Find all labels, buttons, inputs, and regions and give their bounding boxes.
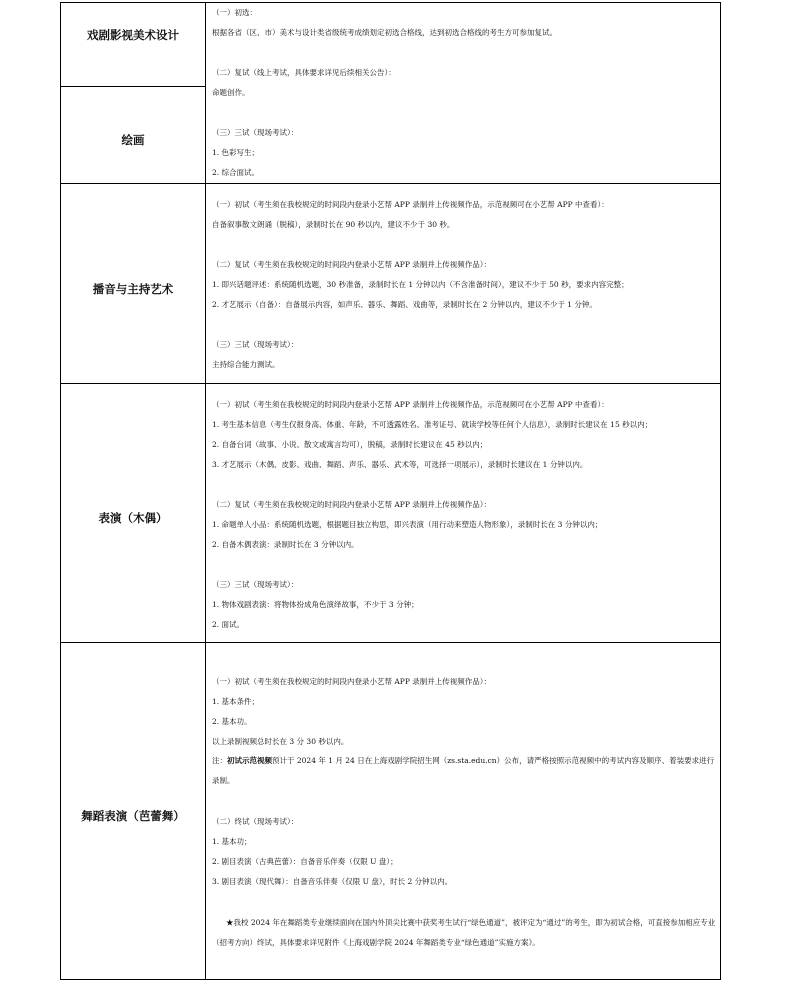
requirement-line: （一）初试（考生须在我校规定的时间段内登录小艺帮 APP 录制并上传视频作品，示范视频可在小艺帮 APP 中查看）： <box>212 200 609 209</box>
major-name-painting: 绘画 <box>121 133 145 147</box>
requirement-line: 3. 才艺展示（木偶、皮影、戏曲、舞蹈、声乐、器乐、武术等，可选择一项展示），录制时长建议在 1 分钟以内。 <box>212 460 588 469</box>
requirement-line: （三）三试（现场考试）： <box>212 340 299 349</box>
row-divider <box>61 183 720 184</box>
row-divider <box>61 86 206 87</box>
requirement-line: （一）初选： <box>212 8 257 17</box>
major-name-puppetry: 表演（木偶） <box>98 511 168 525</box>
requirement-line: （一）初试（考生须在我校规定的时间段内登录小艺帮 APP 录制并上传视频作品）： <box>212 677 492 686</box>
requirement-line: （二）复试（线上考试，具体要求详见后续相关公告）： <box>212 68 396 77</box>
note-prefix: 注： <box>212 756 227 765</box>
requirement-line: 1. 即兴话题评述：系统随机选题，30 秒准备，录制时长在 1 分钟以内（不含准备时间），建议不少于 50 秒，要求内容完整； <box>212 280 629 289</box>
note-emphasis: 初试示范视频 <box>227 756 272 765</box>
row-divider <box>61 383 720 384</box>
requirement-line: 2. 面试。 <box>212 620 245 629</box>
requirement-line: 1. 命题单人小品：系统随机选题，根据题目独立构思，即兴表演（用行动来塑造人物形象），录制时长在 3 分钟以内； <box>212 520 603 529</box>
requirement-line: （二）复试（考生须在我校规定的时间段内登录小艺帮 APP 录制并上传视频作品）： <box>212 500 492 509</box>
requirement-line: 1. 基本功； <box>212 837 252 846</box>
requirement-line: 2. 自备木偶表演：录制时长在 3 分钟以内。 <box>212 540 359 549</box>
requirement-line: 3. 剧目表演（现代舞）：自备音乐伴奏（仅限 U 盘），时长 2 分钟以内。 <box>212 877 453 886</box>
requirement-line: （三）三试（现场考试）： <box>212 128 299 137</box>
major-name-ballet: 舞蹈表演（芭蕾舞） <box>81 809 185 823</box>
requirement-line: 2. 才艺展示（自备）：自备展示内容，如声乐、器乐、舞蹈、戏曲等，录制时长在 2 分钟以内，建议不少于 1 分钟。 <box>212 300 597 309</box>
major-name-stage-design: 戏剧影视美术设计 <box>87 28 179 42</box>
requirement-line: 1. 色彩写生； <box>212 148 260 157</box>
row-divider <box>61 642 720 643</box>
requirement-line: （三）三试（现场考试）： <box>212 580 299 589</box>
column-divider <box>205 3 206 979</box>
demo-video-note <box>212 751 716 791</box>
major-name-broadcasting: 播音与主持艺术 <box>92 282 174 296</box>
requirement-line: （一）初试（考生须在我校规定的时间段内登录小艺帮 APP 录制并上传视频作品，示范视频可在小艺帮 APP 中查看）： <box>212 400 609 409</box>
requirement-line: 以上录制视频总时长在 3 分 30 秒以内。 <box>212 737 349 746</box>
requirement-line: 2. 自备台词（故事、小说、散文或寓言均可），脱稿，录制时长建议在 45 秒以内； <box>212 440 488 449</box>
requirement-line: 根据各省（区、市）美术与设计类省级统考成绩划定初选合格线，达到初选合格线的考生方可参加复试。 <box>212 28 557 37</box>
admission-table <box>60 2 721 980</box>
requirement-line: 2. 基本功。 <box>212 717 252 726</box>
requirement-line: （二）复试（考生须在我校规定的时间段内登录小艺帮 APP 录制并上传视频作品）： <box>212 260 492 269</box>
green-channel-note: ★我校 2024 年在舞蹈类专业继续面向在国内外顶尖比赛中获奖考生试行“绿色通道”，被评定为“通过”的考生，即为初试合格，可直接参加相应专业（招考方向）终试，具体要求详见附件《上海戏剧学院 2024 年舞蹈类专业“绿色通道”实施方案》。 <box>212 918 716 947</box>
requirement-line: 2. 剧目表演（古典芭蕾）：自备音乐伴奏（仅限 U 盘）； <box>212 857 398 866</box>
note-body: 预计于 2024 年 1 月 24 日在上海戏剧学院招生网（zs.sta.edu.cn）公布，请严格按照示范视频中的考试内容及顺序、着装要求进行录制。 <box>212 756 715 785</box>
requirement-line: （二）终试（现场考试）： <box>212 817 299 826</box>
requirement-line: 自备叙事散文朗诵（脱稿），录制时长在 90 秒以内，建议不少于 30 秒。 <box>212 220 455 229</box>
requirement-line: 2. 综合面试。 <box>212 168 260 177</box>
requirement-line: 命题创作。 <box>212 88 250 97</box>
requirement-line: 1. 基本条件； <box>212 697 260 706</box>
requirement-line: 1. 考生基本信息（考生仅报身高、体重、年龄，不可透露姓名、准考证号、就读学校等任何个人信息），录制时长建议在 15 秒以内； <box>212 420 653 429</box>
requirement-line: 主持综合能力测试。 <box>212 360 280 369</box>
requirement-line: 1. 物体戏剧表演：将物体扮成角色演绎故事，不少于 3 分钟； <box>212 600 419 609</box>
